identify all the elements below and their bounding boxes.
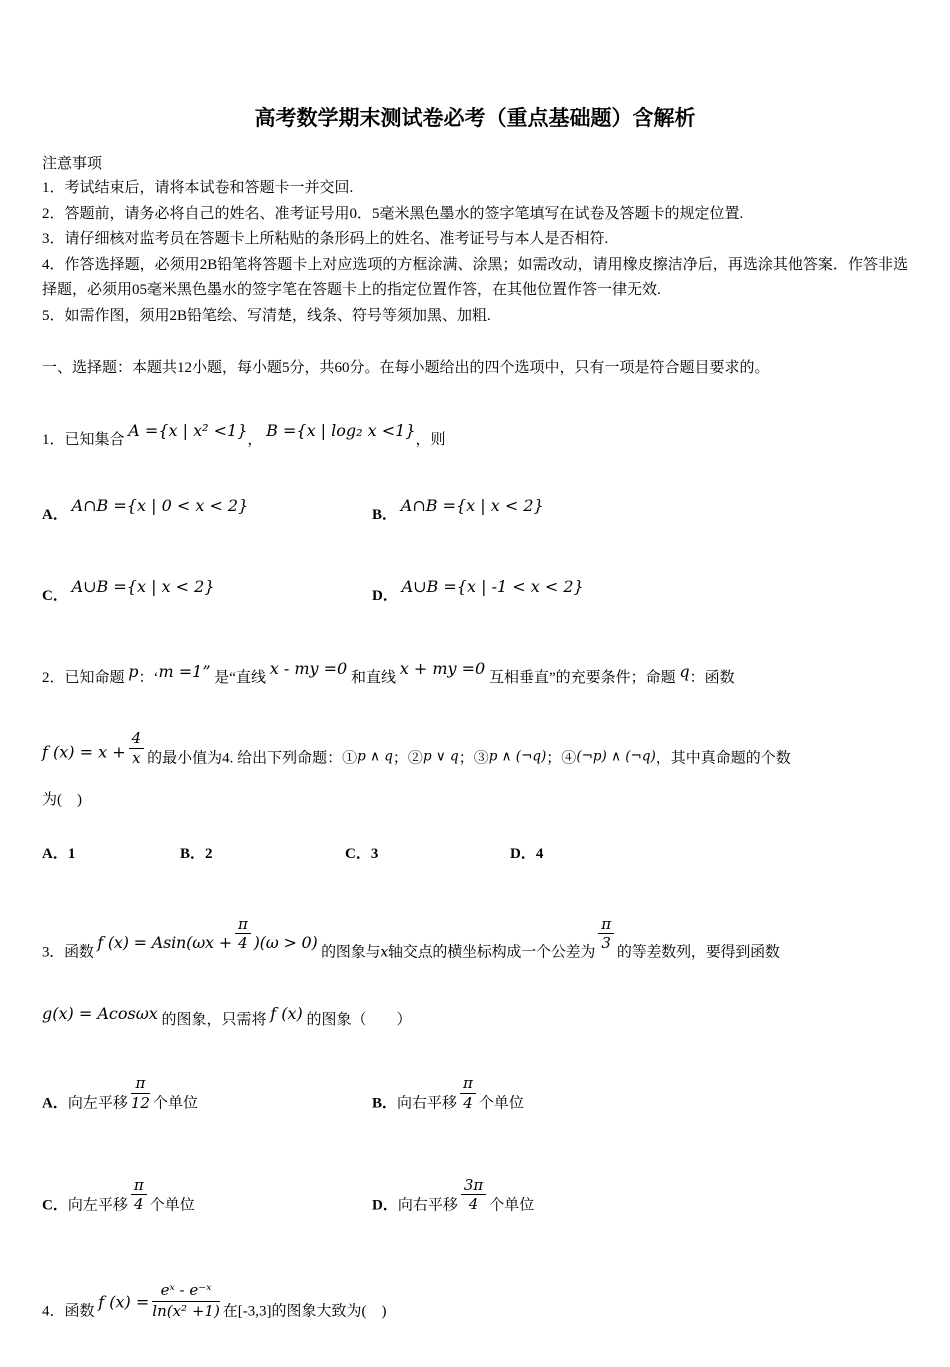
q3-option-a xyxy=(42,1059,372,1119)
section-1-header: 一、选择题：本题共12小题，每小题5分，共60分。在每小题给出的四个选项中，只有一项是符合题目要求的。 xyxy=(42,360,770,376)
q3-fraction1-numerator: π xyxy=(235,916,251,935)
question-4 xyxy=(42,1264,908,1327)
q2-colon: ：‘ xyxy=(138,670,159,686)
q1-comma: ， xyxy=(247,432,263,448)
q3-option-d-numerator: 3π xyxy=(461,1177,486,1196)
q1-option-a-formula: A∩B ={x | 0 < x < 2} xyxy=(71,496,249,515)
q3-fraction2-denominator: 3 xyxy=(601,934,611,952)
q1-formula-set-b: B ={x | log₂ x <1} xyxy=(266,421,416,440)
notes-header: 注意事项 xyxy=(42,156,103,172)
q2-var-p: p xyxy=(128,662,139,681)
q3-option-c-pre: 向左平移 xyxy=(67,1197,128,1213)
q3-option-c xyxy=(42,1161,372,1221)
q3-option-b-label: B． xyxy=(372,1095,398,1112)
q4-fraction-denominator: ln(x² +1) xyxy=(152,1301,220,1320)
q2-line-equation-2: x + my =0 xyxy=(399,659,486,678)
q2-fraction xyxy=(129,730,145,766)
q2-text-5: 的最小值为4. 给出下列命题：① xyxy=(147,750,358,767)
q2-compound-1: p ∧ q xyxy=(357,748,393,765)
q2-compound-3: p ∧ (¬q) xyxy=(488,748,547,765)
q3-formula-g: g(x) = Acosωx xyxy=(42,1004,158,1023)
q3-option-b-pre: 向右平移 xyxy=(397,1095,458,1112)
q3-option-d-denominator: 4 xyxy=(468,1195,479,1213)
q1-options xyxy=(42,479,908,611)
q3-lead: 3．函数 xyxy=(42,944,94,960)
q3-option-a-label: A． xyxy=(42,1095,68,1112)
q3-formula-g-line xyxy=(42,989,908,1035)
q3-option-b-post: 个单位 xyxy=(478,1095,524,1112)
q3-formula-f-lead: f (x) = Asin(ωx + xyxy=(97,933,232,952)
q2-fraction-denominator: x xyxy=(132,748,141,767)
q1-option-c-formula: A∪B ={x | x < 2} xyxy=(71,577,215,596)
q3-option-c-post: 个单位 xyxy=(149,1197,195,1213)
q3-formula-f-tail: )(ω > 0) xyxy=(253,933,318,952)
q2-text-3: 互相垂直”的充要条件；命题 xyxy=(488,670,676,686)
q1-option-b-formula: A∩B ={x | x < 2} xyxy=(400,496,544,515)
q2-fraction-numerator: 4 xyxy=(129,730,145,749)
q1-option-d xyxy=(372,560,908,611)
q3-fraction1-denominator: 4 xyxy=(238,934,248,952)
q3-option-a-numerator: π xyxy=(131,1075,150,1094)
q3-text-2: 轴交点的横坐标构成一个公差为 xyxy=(388,944,596,960)
q3-option-b xyxy=(372,1059,908,1119)
q2-option-b: B．2 xyxy=(180,845,213,862)
note-item-2: 2．答题前，请务必将自己的姓名、准考证号用0．5毫米黑色墨水的签字笔填写在试卷及答题卡的规定位置. xyxy=(42,205,744,222)
note-item-5: 5．如需作图，须用2B铅笔绘、写清楚，线条、符号等须加黑、加粗. xyxy=(42,307,491,324)
q3-option-d-fraction xyxy=(461,1177,486,1213)
q1-option-c xyxy=(42,560,372,611)
q1-formula-set-a: A ={x | x² <1} xyxy=(128,421,248,440)
q3-option-a-denominator: 12 xyxy=(130,1093,150,1112)
q4-tail: 在[-3,3]的图象大致为( ) xyxy=(222,1303,387,1320)
q2-fx-lead: f (x) = x + xyxy=(42,742,126,762)
q2-m-equation: m =1” xyxy=(158,662,211,681)
question-2 xyxy=(42,649,908,692)
q2-text-6: ，其中真命题的个数 xyxy=(655,750,791,767)
note-item-3: 3．请仔细核对监考员在答题卡上所粘贴的条形码上的姓名、准考证号与本人是否相符. xyxy=(42,231,609,247)
q2-text-1: 是“直线 xyxy=(214,670,266,686)
q3-option-b-numerator: π xyxy=(460,1075,476,1094)
q4-fraction xyxy=(152,1282,220,1319)
q3-option-d xyxy=(372,1161,908,1221)
q1-option-b xyxy=(372,479,908,530)
q2-options xyxy=(42,842,908,866)
q1-option-a-label: A． xyxy=(42,507,68,523)
q2-answer-blank: 为( ) xyxy=(42,791,82,808)
question-3 xyxy=(42,898,908,972)
q3-option-d-pre: 向右平移 xyxy=(397,1197,458,1213)
note-item-1: 1．考试结束后，请将本试卷和答题卡一并交回. xyxy=(42,180,354,196)
q3-text-1: 的图象与 xyxy=(321,944,381,960)
question-1 xyxy=(42,404,908,455)
q4-lead: 4．函数 xyxy=(42,1303,95,1320)
q3-fraction2-numerator: π xyxy=(598,916,614,935)
q3-option-c-label: C． xyxy=(42,1197,68,1213)
q3-fx: f (x) xyxy=(270,1004,303,1023)
q3-formula-f xyxy=(97,914,318,952)
q3-option-c-fraction xyxy=(131,1177,147,1213)
q2-line-equation-1: x - my =0 xyxy=(269,659,348,678)
q4-fraction-numerator: eˣ - e⁻ˣ xyxy=(152,1282,220,1302)
q2-sep-1: ；② xyxy=(392,750,423,767)
q3-var-x: x xyxy=(380,944,389,960)
q3-text-3: 的等差数列，要得到函数 xyxy=(616,944,780,960)
q2-formula-line xyxy=(42,714,908,774)
q2-sep-2: ；③ xyxy=(458,750,489,767)
q3-text-4: 的图象，只需将 xyxy=(161,1012,267,1028)
q3-option-b-denominator: 4 xyxy=(463,1093,473,1112)
q3-option-c-numerator: π xyxy=(131,1177,147,1196)
q3-text-5: 的图象（ ） xyxy=(306,1012,412,1028)
q3-option-a-pre: 向左平移 xyxy=(67,1095,128,1112)
q2-sep-3: ；④ xyxy=(546,750,577,767)
q1-option-d-formula: A∪B ={x | -1 < x < 2} xyxy=(401,577,584,596)
q1-option-b-label: B． xyxy=(372,507,398,523)
q1-option-d-label: D． xyxy=(372,588,398,604)
q2-compound-4: (¬p) ∧ (¬q) xyxy=(576,748,656,765)
q3-option-d-label: D． xyxy=(372,1197,398,1213)
page-title: 高考数学期末测试卷必考（重点基础题）含解析 xyxy=(254,107,696,130)
q2-compound-2: p ∨ q xyxy=(422,748,459,765)
q3-option-a-post: 个单位 xyxy=(152,1095,198,1112)
q2-var-q: q xyxy=(679,662,690,681)
q3-option-c-denominator: 4 xyxy=(134,1195,144,1213)
q2-option-a: A．1 xyxy=(42,845,76,862)
q3-fraction-pi-3 xyxy=(598,916,614,952)
q1-option-c-label: C． xyxy=(42,588,68,604)
q1-option-a xyxy=(42,479,372,530)
q2-option-d: D．4 xyxy=(510,845,544,862)
q1-lead: 1．已知集合 xyxy=(42,432,125,448)
notes-section xyxy=(42,152,908,329)
q3-option-d-post: 个单位 xyxy=(489,1197,535,1213)
q2-option-c: C．3 xyxy=(345,845,379,862)
q2-text-2: 和直线 xyxy=(350,670,396,686)
q1-tail: ，则 xyxy=(415,432,446,448)
q2-lead: 2．已知命题 xyxy=(42,670,125,686)
q3-option-b-fraction xyxy=(460,1075,476,1111)
q3-fraction-pi-4 xyxy=(235,916,251,952)
q3-options xyxy=(42,1059,908,1220)
q3-option-a-fraction xyxy=(131,1075,150,1111)
q4-fx-lead: f (x) = xyxy=(98,1292,150,1312)
note-item-4: 4．作答选择题，必须用2B铅笔将答题卡上对应选项的方框涂满、涂黑；如需改动，请用橡皮擦洁净后，再选涂其他答案．作答非选择题，必须用05毫米黑色墨水的签字笔在答题卡上的指定位置作答，在其他位置作答一律无效. xyxy=(42,256,908,298)
q2-text-4: ：函数 xyxy=(689,670,735,686)
